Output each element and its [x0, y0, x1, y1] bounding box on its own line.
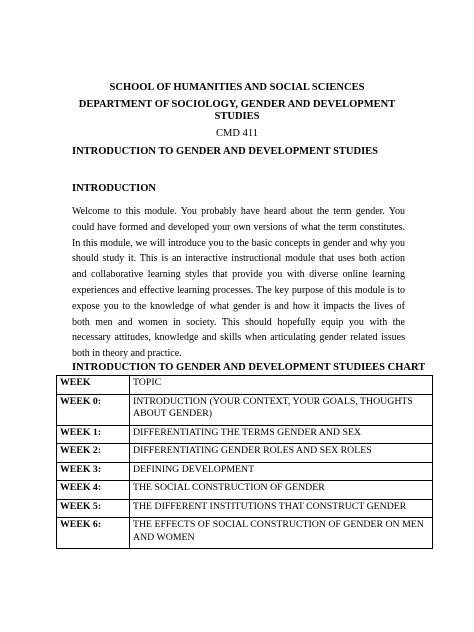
week-cell: WEEK 0: [57, 394, 130, 425]
topic-cell: THE EFFECTS OF SOCIAL CONSTRUCTION OF GENDER ON MEN AND WOMEN [130, 518, 433, 549]
school-name: SCHOOL OF HUMANITIES AND SOCIAL SCIENCES [109, 82, 365, 93]
week-column-header: WEEK [57, 376, 130, 395]
introduction-body: Welcome to this module. You probably have heard about the term gender. You could have formed and developed your own versions of what the term constitutes. In this module, we will introduce you to the basic concepts in gender and why you should study it. This is an interactive instructional module that uses both action and collaborative learning styles that provide you with diverse online learning experiences and effective learning processes. The key purpose of this module is to expose you to the knowledge of what gender is and how it impacts the lives of both men and women in society. This should hopefully equip you with the necessary attitudes, knowledge and skills when articulating gender related issues both in theory and practice. [72, 206, 405, 360]
course-code: CMD 411 [216, 128, 258, 139]
topic-cell: DIFFERENTIATING GENDER ROLES AND SEX ROLES [130, 444, 433, 463]
topic-cell: INTRODUCTION (YOUR CONTEXT, YOUR GOALS, THOUGHTS ABOUT GENDER) [130, 394, 433, 425]
course-chart-table [56, 375, 433, 549]
course-title: INTRODUCTION TO GENDER AND DEVELOPMENT STUDIES [72, 146, 379, 157]
week-cell: WEEK 2: [57, 444, 130, 463]
topic-cell: THE DIFFERENT INSTITUTIONS THAT CONSTRUCT GENDER [130, 499, 433, 518]
table-row [57, 462, 433, 481]
department-name-line2: STUDIES [214, 111, 260, 122]
table-row [57, 444, 433, 463]
department-name-line1: DEPARTMENT OF SOCIOLOGY, GENDER AND DEVELOPMENT [78, 99, 396, 110]
week-cell: WEEK 1: [57, 425, 130, 444]
week-cell: WEEK 5: [57, 499, 130, 518]
topic-cell: DEFINING DEVELOPMENT [130, 462, 433, 481]
chart-title: INTRODUCTION TO GENDER AND DEVELOPMENT STUDIEES CHART [72, 362, 426, 373]
week-cell: WEEK 4: [57, 481, 130, 500]
topic-column-header: TOPIC [130, 376, 433, 395]
table-row [57, 499, 433, 518]
week-cell: WEEK 6: [57, 518, 130, 549]
table-row [57, 425, 433, 444]
introduction-heading: INTRODUCTION [72, 183, 157, 194]
table-header-row [57, 376, 433, 395]
week-cell: WEEK 3: [57, 462, 130, 481]
topic-cell: THE SOCIAL CONSTRUCTION OF GENDER [130, 481, 433, 500]
table-row [57, 518, 433, 549]
table-row [57, 481, 433, 500]
topic-cell: DIFFERENTIATING THE TERMS GENDER AND SEX [130, 425, 433, 444]
table-row [57, 394, 433, 425]
